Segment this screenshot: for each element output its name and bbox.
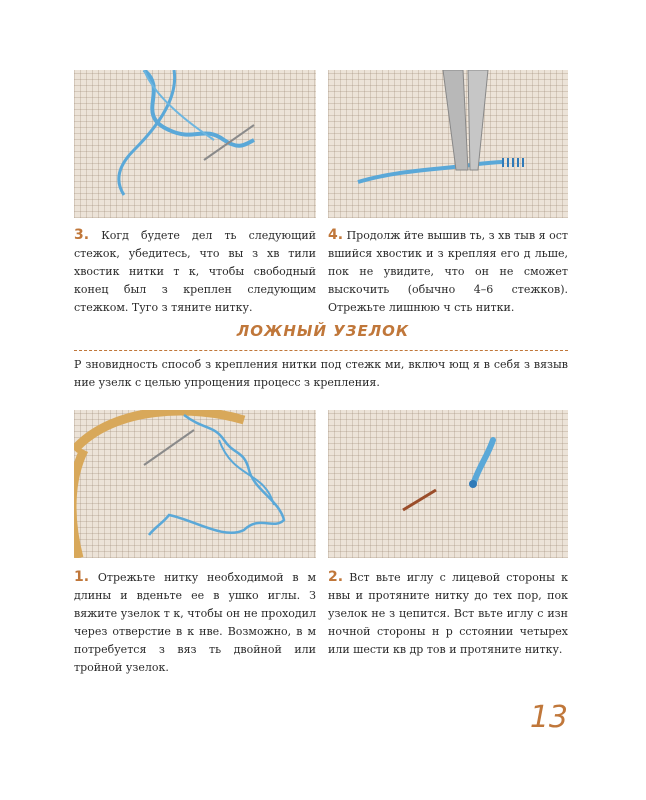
section-intro: Р зновидность способ з крепления нитки под стежк ми, включ ющ я в себя з вязыв ние узелк с целью упрощения процесс з крепления. bbox=[74, 358, 568, 389]
photo-step-2 bbox=[328, 410, 568, 558]
section-title: ЛОЖНЫЙ УЗЕЛОК bbox=[236, 322, 410, 340]
step-number: 1. bbox=[74, 569, 90, 585]
section-divider bbox=[74, 350, 568, 351]
caption-step-4 bbox=[328, 226, 568, 317]
page-number: 13 bbox=[529, 700, 568, 735]
caption-step-1 bbox=[74, 568, 316, 677]
scissors-illustration bbox=[328, 70, 568, 218]
caption-step-3 bbox=[74, 226, 316, 317]
photo-step-3 bbox=[74, 70, 316, 218]
step-text: Когд будете дел ть следующий стежок, убедитесь, что вы з хв тили хвостик нитки т к, чтобы свободный конец был з креплен следующим стежком. Туго з тяните нитку. bbox=[74, 229, 316, 314]
photo-step-1 bbox=[74, 410, 316, 558]
thread-needle-illustration bbox=[74, 70, 316, 218]
hoop-thread-illustration bbox=[74, 410, 316, 558]
photo-step-4 bbox=[328, 70, 568, 218]
step-number: 4. bbox=[328, 227, 344, 243]
step-text: Продолж йте вышив ть, з хв тыв я ост вшийся хвостик и з крепляя его д льше, пок не увидите, что он не сможет выскочить (обычно 4–6 стежков). Отрежьте лишнюю ч сть нитки. bbox=[328, 229, 568, 314]
step-number: 2. bbox=[328, 569, 344, 585]
step-text: Отрежьте нитку необходимой в м длины и вденьте ее в ушко иглы. З вяжите узелок т к, чтобы он не проходил через отверстие в к нве. Возможно, в м потребуется з вяз ть двойной или тройной узелок. bbox=[74, 571, 316, 674]
step-text: Вст вьте иглу с лицевой стороны к нвы и протяните нитку до тех пор, пок узелок не з цепится. Вст вьте иглу с изн ночной стороны н р сстоянии четырех или шести кв др тов и протяните нитку. bbox=[328, 571, 568, 656]
step-number: 3. bbox=[74, 227, 90, 243]
knot-illustration bbox=[328, 410, 568, 558]
caption-step-2 bbox=[328, 568, 568, 659]
